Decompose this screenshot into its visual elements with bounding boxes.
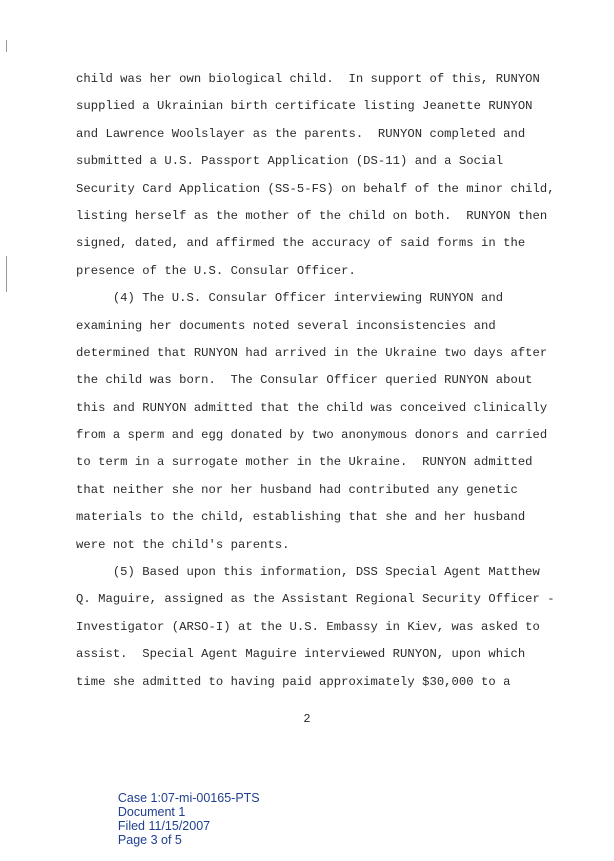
text-line: Security Card Application (SS-5-FS) on behalf of the minor child, xyxy=(76,181,555,196)
text-line: determined that RUNYON had arrived in the Ukraine two days after xyxy=(76,345,548,360)
text-line: Investigator (ARSO-I) at the U.S. Embassy in Kiev, was asked to xyxy=(76,619,540,634)
text-line: presence of the U.S. Consular Officer. xyxy=(76,263,356,278)
text-line: listing herself as the mother of the child on both. RUNYON then xyxy=(76,208,548,223)
text-line: Q. Maguire, assigned as the Assistant Regional Security Officer - xyxy=(76,592,555,607)
text-line: materials to the child, establishing that she and her husband xyxy=(76,510,526,525)
text-line: that neither she nor her husband had contributed any genetic xyxy=(76,482,518,497)
text-line: this and RUNYON admitted that the child was conceived clinically xyxy=(76,400,548,415)
text-line: from a sperm and egg donated by two anonymous donors and carried xyxy=(76,428,548,443)
paragraph-4-start: (4) The U.S. Consular Officer interviewing RUNYON and xyxy=(76,291,504,306)
text-line: and Lawrence Woolslayer as the parents. RUNYON completed and xyxy=(76,126,526,141)
scan-margin-mark xyxy=(6,256,7,292)
footer-filed-date: Filed 11/15/2007 xyxy=(117,819,211,833)
text-line: supplied a Ukrainian birth certificate listing Jeanette RUNYON xyxy=(76,99,533,114)
text-line: submitted a U.S. Passport Application (DS-11) and a Social xyxy=(76,154,504,169)
text-line: the child was born. The Consular Officer queried RUNYON about xyxy=(76,373,533,388)
text-line: examining her documents noted several inconsistencies and xyxy=(76,318,496,333)
text-line: assist. Special Agent Maguire interviewed RUNYON, upon which xyxy=(76,647,526,662)
footer-document-number: Document 1 xyxy=(117,805,186,819)
paragraph-5-start: (5) Based upon this information, DSS Special Agent Matthew xyxy=(76,565,540,580)
court-filing-footer xyxy=(104,777,278,861)
page-number: 2 xyxy=(303,712,311,726)
scan-margin-mark xyxy=(6,40,7,52)
text-line: child was her own biological child. In support of this, RUNYON xyxy=(76,72,540,86)
footer-case-number: Case 1:07-mi-00165-PTS xyxy=(117,791,260,805)
text-line: signed, dated, and affirmed the accuracy of said forms in the xyxy=(76,236,526,251)
text-line: time she admitted to having paid approximately $30,000 to a xyxy=(76,674,511,689)
document-body xyxy=(76,66,576,696)
footer-page-count: Page 3 of 5 xyxy=(117,833,182,847)
text-line: were not the child's parents. xyxy=(76,537,290,552)
text-line: to term in a surrogate mother in the Ukraine. RUNYON admitted xyxy=(76,455,533,470)
